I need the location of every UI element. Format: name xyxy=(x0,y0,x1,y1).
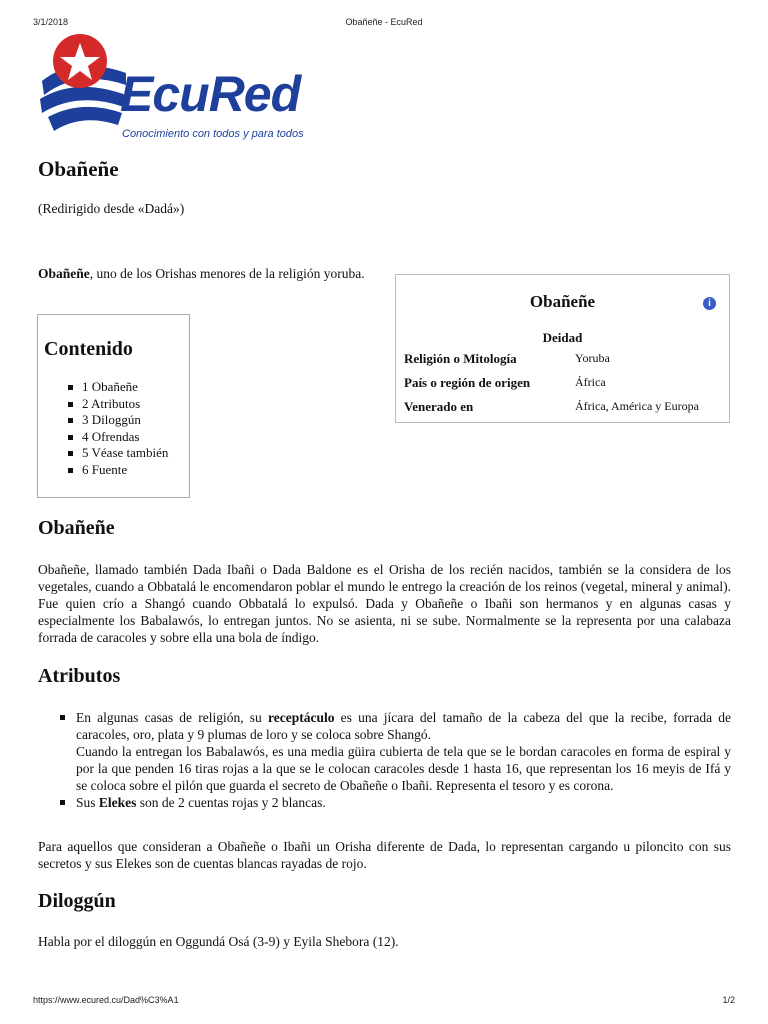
toc-item-fuente[interactable]: 6 Fuente xyxy=(66,462,168,479)
section-text-diloggun: Habla por el diloggún en Oggundá Osá (3-9) y Eyila Shebora (12). xyxy=(38,934,399,949)
intro-paragraph xyxy=(38,265,377,283)
infobox-row xyxy=(404,375,721,395)
atributos-list xyxy=(58,709,731,811)
section-heading-atributos: Atributos xyxy=(38,665,121,687)
infobox-label: Venerado en xyxy=(404,399,474,414)
bullet-text: Cuando la entregan los Babalawós, es una media güira cubierta de tela que se le bordan caracoles en forma de espiral y por la que penden 16 tiras rojas a la que se le colocan caracoles desde 1 hasta 16, que representan los 16 meyis de Ifá y se coloca sobre el pilón que guarda el secreto de Obañeñe o Ibañi. Representa el tesoro y es corona. xyxy=(76,744,731,793)
atributos-after-text: Para aquellos que consideran a Obañeñe o Ibañi un Orisha diferente de Dada, lo representan cargando u piloncito con sus secretos y sus Elekes son de cuentas blancas rayadas de rojo. xyxy=(38,839,731,871)
ecured-logo[interactable] xyxy=(34,33,344,145)
toc-list xyxy=(66,379,168,478)
print-page-number: 1/2 xyxy=(722,995,735,1005)
infobox-value[interactable]: África xyxy=(575,375,606,389)
bullet-text: son de 2 cuentas rojas y 2 blancas. xyxy=(136,795,326,810)
print-url: https://www.ecured.cu/Dad%C3%A1 xyxy=(33,995,179,1005)
page-title: Obañeñe xyxy=(38,157,119,181)
toc-item-diloggun[interactable]: 3 Diloggún xyxy=(66,412,168,429)
intro-text: , uno de los Orishas menores de la religión yoruba. xyxy=(89,266,365,281)
bullet-text: es una jícara del tamaño de la cabeza del que la recibe, forrada de caracoles, oro, plata y 9 plumas de loro y se coloca sobre Shangó. xyxy=(76,710,732,742)
infobox-value: África, América y Europa xyxy=(575,399,699,413)
section-heading-diloggun: Diloggún xyxy=(38,890,116,912)
print-date: 3/1/2018 xyxy=(33,17,69,27)
bullet-bold-term[interactable]: receptáculo xyxy=(267,710,335,725)
toc-item-ofrendas[interactable]: 4 Ofrendas xyxy=(66,429,168,446)
logo-wordmark: EcuRed xyxy=(120,66,301,122)
bullet-bold-term[interactable]: Elekes xyxy=(98,795,137,810)
bullet-text: En algunas casas de religión, su xyxy=(76,710,268,725)
infobox-row xyxy=(404,399,721,419)
toc-item-atributos[interactable]: 2 Atributos xyxy=(66,396,168,413)
logo-tagline: Conocimiento con todos y para todos xyxy=(122,128,304,140)
infobox-row xyxy=(404,351,721,371)
list-item xyxy=(58,794,731,811)
infobox-subheading: Deidad xyxy=(542,330,583,345)
toc-title: Contenido xyxy=(44,338,133,360)
info-icon[interactable]: i xyxy=(703,297,716,310)
infobox xyxy=(395,274,730,423)
table-of-contents xyxy=(37,314,190,498)
bullet-text: Sus xyxy=(76,795,99,810)
intro-bold-term: Obañeñe xyxy=(38,266,90,281)
infobox-label: País o región de origen xyxy=(404,375,531,390)
toc-item-obanene[interactable]: 1 Obañeñe xyxy=(66,379,168,396)
toc-item-vease-tambien[interactable]: 5 Véase también xyxy=(66,445,168,462)
infobox-value[interactable]: Yoruba xyxy=(575,351,610,365)
section-text-obanene: Obañeñe, llamado también Dada Ibañi o Dada Baldone es el Orisha de los recién nacidos, también se la considera de los vegetales, cuando a Obbatalá le encomendaron poblar el mundo le entrego la creación de los reinos (vegetal, mineral y animal). Fue quien crío a Shangó cuando Obbatalá lo expulsó. Dada y Obañeñe o Ibañi son hermanos y en algunas casas y especialmente los Babalawós, lo entregan juntos. No se asienta, ni se sube. Normalmente se la representa por una calabaza forrada de caracoles y sobre ella una bola de índigo. xyxy=(38,562,731,645)
redirect-note: (Redirigido desde «Dadá») xyxy=(38,201,185,216)
infobox-label: Religión o Mitología xyxy=(404,351,517,366)
list-item xyxy=(58,709,731,794)
section-heading-obanene: Obañeñe xyxy=(38,517,115,539)
print-title: Obañeñe - EcuRed xyxy=(345,17,423,27)
infobox-title: Obañeñe xyxy=(529,292,596,311)
